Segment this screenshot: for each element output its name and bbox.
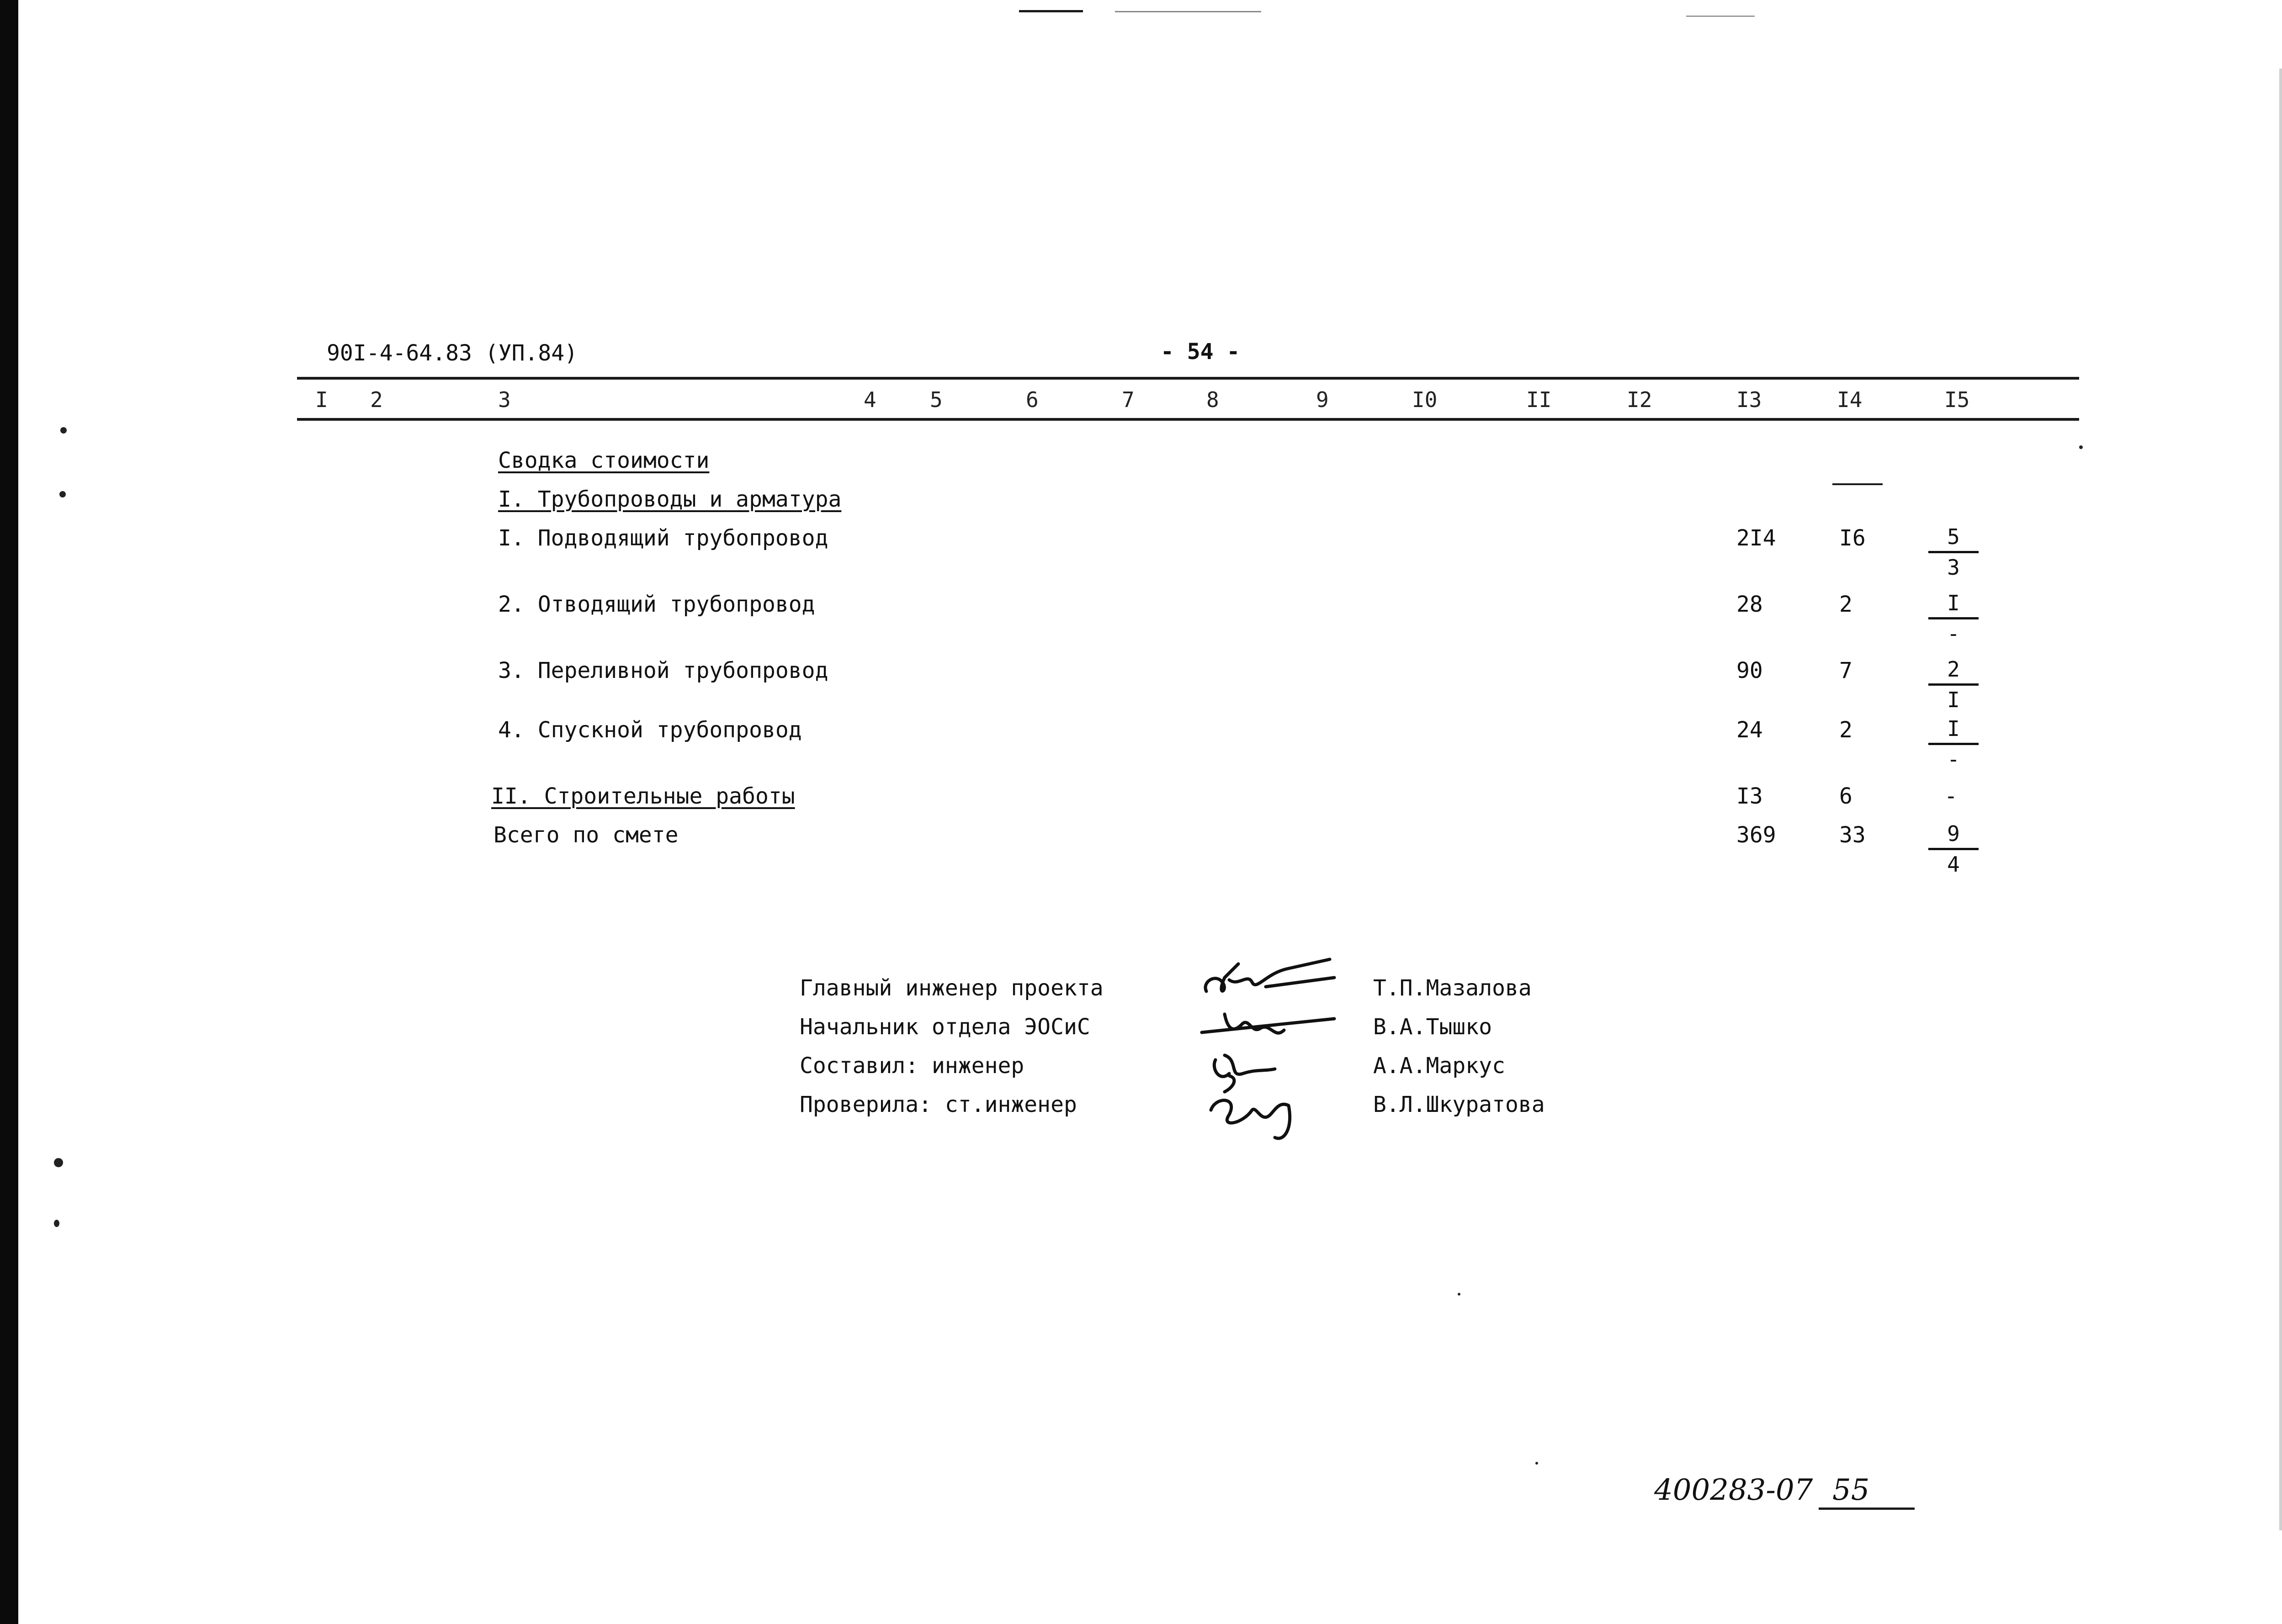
fraction-top: I bbox=[1928, 716, 1979, 745]
archive-number: 400283-07 bbox=[1654, 1473, 1813, 1507]
col-header: I bbox=[315, 387, 328, 412]
signer-name: В.Л.Шкуратова bbox=[1373, 1092, 1545, 1117]
col-header: 3 bbox=[498, 387, 511, 412]
document-code: 90I-4-64.83 (УП.84) bbox=[327, 340, 578, 366]
col14-value: 2 bbox=[1839, 592, 1852, 617]
scan-speck bbox=[60, 427, 67, 434]
scan-mark bbox=[1115, 11, 1261, 12]
sheet-underline bbox=[1819, 1508, 1915, 1510]
col-header: II bbox=[1526, 387, 1552, 412]
col13-value: 369 bbox=[1736, 822, 1776, 848]
col13-value: 90 bbox=[1736, 658, 1763, 683]
col13-value: 24 bbox=[1736, 717, 1763, 743]
scan-speck bbox=[59, 491, 66, 497]
row-label: 3. Переливной трубопровод bbox=[498, 658, 828, 683]
section-title: Сводка стоимости bbox=[498, 448, 710, 473]
total-label: Всего по смете bbox=[494, 822, 679, 848]
scan-mark bbox=[1686, 16, 1755, 17]
scan-edge-right bbox=[2279, 69, 2282, 1530]
col-header: I2 bbox=[1627, 387, 1652, 412]
signer-name: А.А.Маркус bbox=[1373, 1053, 1505, 1079]
col14-value: 2 bbox=[1839, 717, 1852, 743]
scan-speck bbox=[54, 1158, 63, 1167]
fraction-top: 5 bbox=[1928, 524, 1979, 553]
fraction-bottom: - bbox=[1947, 621, 1960, 646]
scan-speck bbox=[54, 1220, 59, 1227]
signer-role: Начальник отдела ЭОСиС bbox=[800, 1014, 1090, 1040]
col-header: 4 bbox=[864, 387, 876, 412]
col14-value: 7 bbox=[1839, 658, 1852, 683]
scan-edge-shadow bbox=[0, 0, 18, 1624]
col-header: I0 bbox=[1412, 387, 1438, 412]
scan-speck bbox=[1535, 1462, 1538, 1465]
fraction-top: 9 bbox=[1928, 821, 1979, 850]
col13-value: I3 bbox=[1736, 783, 1763, 809]
signer-name: Т.П.Мазалова bbox=[1373, 975, 1532, 1001]
col-header: 2 bbox=[370, 387, 383, 412]
col14-value: I6 bbox=[1839, 525, 1866, 551]
signer-name: В.А.Тышко bbox=[1373, 1014, 1492, 1040]
group-title: I. Трубопроводы и арматура bbox=[498, 487, 842, 512]
col-header: 5 bbox=[930, 387, 943, 412]
col15-fraction bbox=[1928, 524, 1979, 580]
scan-mark bbox=[1019, 10, 1083, 12]
col-header: I3 bbox=[1736, 387, 1762, 412]
row-label: I. Подводящий трубопровод bbox=[498, 525, 828, 551]
page-number: - 54 - bbox=[1161, 339, 1240, 365]
col-header: I5 bbox=[1944, 387, 1970, 412]
fraction-bottom: I bbox=[1947, 688, 1960, 712]
signer-role: Главный инженер проекта bbox=[800, 975, 1104, 1001]
col-header: 9 bbox=[1316, 387, 1329, 412]
fraction-bottom: - bbox=[1947, 747, 1960, 772]
col-header: 8 bbox=[1206, 387, 1219, 412]
handwritten-signatures bbox=[1197, 955, 1371, 1147]
col13-value: 28 bbox=[1736, 592, 1763, 617]
fraction-top: 2 bbox=[1928, 657, 1979, 686]
fraction-top: I bbox=[1928, 591, 1979, 619]
col15-fraction bbox=[1928, 716, 1979, 772]
col15-fraction bbox=[1928, 821, 1979, 877]
col-header: I4 bbox=[1837, 387, 1863, 412]
scan-speck bbox=[1458, 1293, 1460, 1296]
col-header: 7 bbox=[1122, 387, 1135, 412]
col15-value: - bbox=[1944, 783, 1958, 809]
col15-fraction bbox=[1928, 591, 1979, 646]
col14-value: 33 bbox=[1839, 822, 1866, 848]
row-label: 4. Спускной трубопровод bbox=[498, 717, 802, 743]
scan-speck bbox=[2079, 445, 2083, 449]
col-header: 6 bbox=[1026, 387, 1039, 412]
table-header-rule bbox=[297, 418, 2079, 421]
col15-fraction bbox=[1928, 657, 1979, 712]
signer-role: Проверила: ст.инженер bbox=[800, 1092, 1077, 1117]
fraction-bottom: 4 bbox=[1947, 852, 1960, 877]
col13-value: 2I4 bbox=[1736, 525, 1776, 551]
signer-role: Составил: инженер bbox=[800, 1053, 1024, 1079]
col14-value: 6 bbox=[1839, 783, 1852, 809]
fraction-bottom: 3 bbox=[1947, 555, 1960, 580]
table-top-rule bbox=[297, 377, 2079, 380]
dash-mark bbox=[1832, 483, 1883, 485]
group-title: II. Строительные работы bbox=[491, 783, 795, 809]
sheet-number: 55 bbox=[1832, 1473, 1870, 1507]
row-label: 2. Отводящий трубопровод bbox=[498, 592, 815, 617]
